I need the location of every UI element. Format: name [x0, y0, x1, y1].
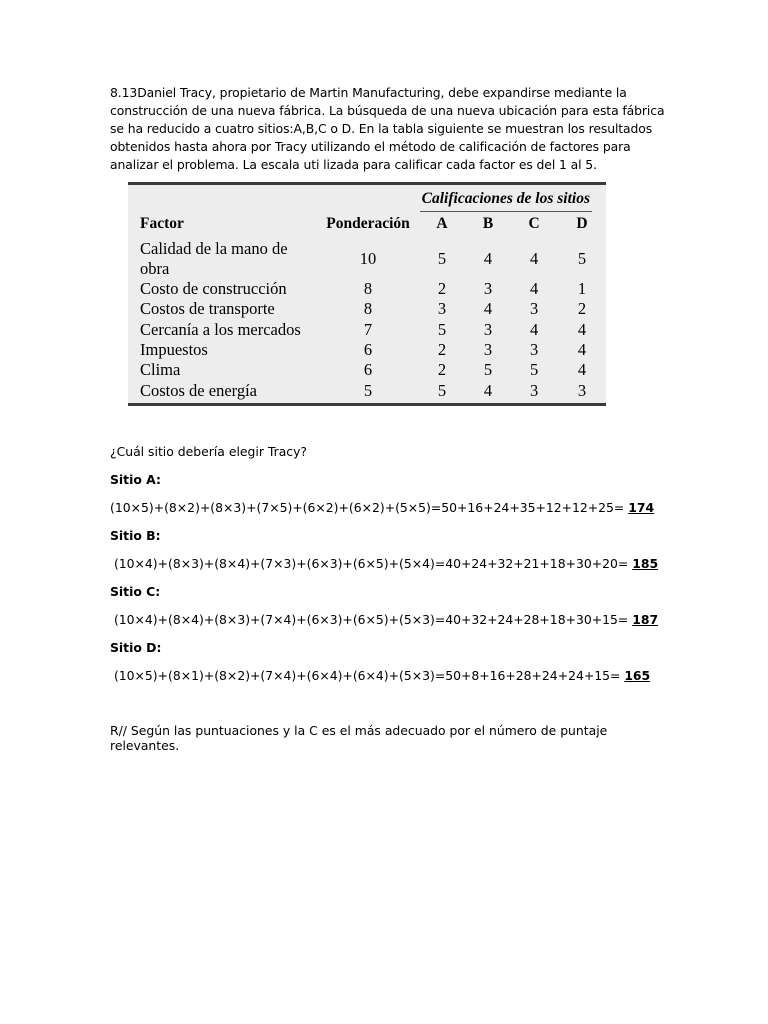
score-cell: 1	[577, 279, 587, 299]
formula-result: 165	[624, 667, 651, 683]
score-cell: 4	[483, 380, 493, 400]
score-cell: 4	[577, 360, 587, 380]
question-text: ¿Cuál sitio debería elegir Tracy?	[110, 443, 308, 459]
site-d-label: Sitio D:	[110, 639, 162, 655]
factor-cell: Calidad de la mano de obra	[140, 239, 288, 278]
factor-cell: Impuestos	[140, 340, 208, 360]
site-c-label: Sitio C:	[110, 583, 161, 599]
header-site-d: D	[576, 215, 588, 232]
site-d-formula	[110, 668, 670, 683]
group-header-label: Calificaciones de los sitios	[420, 187, 592, 212]
score-cell: 3	[483, 340, 493, 360]
table-row	[128, 380, 606, 400]
site-a-label: Sitio A:	[110, 471, 161, 487]
table-row	[128, 299, 606, 319]
score-cell: 3	[483, 319, 493, 339]
score-cell: 3	[529, 380, 539, 400]
score-cell: 4	[483, 299, 493, 319]
formula-result: 187	[632, 611, 659, 627]
score-cell: 4	[529, 319, 539, 339]
table-row	[128, 279, 606, 299]
weight-cell: 6	[363, 340, 373, 360]
factor-cell: Costos de energía	[140, 380, 258, 400]
header-site-b: B	[482, 215, 494, 232]
score-cell: 3	[529, 340, 539, 360]
score-cell: 5	[577, 249, 587, 268]
score-cell: 2	[577, 299, 587, 319]
score-cell: 4	[529, 279, 539, 299]
score-cell: 4	[483, 249, 493, 268]
formula-text: (10×5)+(8×2)+(8×3)+(7×5)+(6×2)+(6×2)+(5×5)=50+16+24+35+12+12+25=	[110, 499, 629, 515]
formula-result: 185	[632, 555, 659, 571]
header-site-c: C	[528, 215, 540, 232]
formula-result: 174	[628, 499, 655, 515]
score-cell: 4	[577, 319, 587, 339]
weight-cell: 8	[363, 299, 373, 319]
weight-cell: 7	[363, 319, 373, 339]
score-cell: 5	[483, 360, 493, 380]
weight-cell: 5	[363, 380, 373, 400]
score-cell: 3	[577, 380, 587, 400]
formula-text: (10×5)+(8×1)+(8×2)+(7×4)+(6×4)+(6×4)+(5×3)=50+8+16+28+24+24+15=	[110, 667, 625, 683]
ratings-table	[128, 211, 606, 401]
site-a-formula	[110, 500, 670, 515]
factor-cell: Costo de construcción	[140, 279, 287, 299]
table-row	[128, 340, 606, 360]
score-cell: 3	[483, 279, 493, 299]
header-factor: Factor	[140, 215, 184, 232]
header-weight: Ponderación	[326, 215, 410, 232]
score-cell: 5	[437, 249, 447, 268]
score-cell: 4	[529, 249, 539, 268]
factor-cell: Cercanía a los mercados	[140, 319, 301, 339]
weight-cell: 10	[359, 249, 377, 268]
problem-statement: 8.13Daniel Tracy, propietario de Martin Manufacturing, debe expandirse mediante la construcción de una nueva fábrica. La búsqueda de una nueva ubicación para esta fábrica se ha reducido a cuatro sitios:A,B,C o D. En la tabla siguiente se muestran los resultados obtenidos hasta ahora por Tracy utilizando el método de calificación de factores para analizar el problema. La escala uti lizada para calificar cada factor es del 1 al 5.	[110, 85, 665, 172]
score-cell: 4	[577, 340, 587, 360]
score-cell: 2	[437, 360, 447, 380]
score-cell: 3	[437, 299, 447, 319]
header-site-a: A	[436, 215, 448, 232]
score-cell: 5	[529, 360, 539, 380]
table-row	[128, 239, 606, 279]
score-cell: 5	[437, 319, 447, 339]
table-group-header	[128, 187, 606, 211]
site-b-formula	[110, 556, 670, 571]
table-row	[128, 320, 606, 340]
table-header-row	[128, 211, 606, 239]
score-cell: 2	[437, 340, 447, 360]
score-cell: 2	[437, 279, 447, 299]
formula-text: (10×4)+(8×4)+(8×3)+(7×4)+(6×3)+(6×5)+(5×3)=40+32+24+28+18+30+15=	[110, 611, 633, 627]
document-body	[110, 84, 670, 753]
score-cell: 3	[529, 299, 539, 319]
site-b-label: Sitio B:	[110, 527, 161, 543]
table-row	[128, 360, 606, 380]
weight-cell: 6	[363, 360, 373, 380]
weight-cell: 8	[363, 279, 373, 299]
site-c-formula	[110, 612, 670, 627]
factor-cell: Costos de transporte	[140, 299, 275, 319]
formula-text: (10×4)+(8×3)+(8×4)+(7×3)+(6×3)+(6×5)+(5×4)=40+24+32+21+18+30+20=	[110, 555, 633, 571]
score-cell: 5	[437, 380, 447, 400]
answer-text: R// Según las puntuaciones y la C es el más adecuado por el número de puntaje relevantes.	[110, 722, 608, 753]
ratings-table-figure	[128, 182, 606, 406]
factor-cell: Clima	[140, 360, 181, 380]
